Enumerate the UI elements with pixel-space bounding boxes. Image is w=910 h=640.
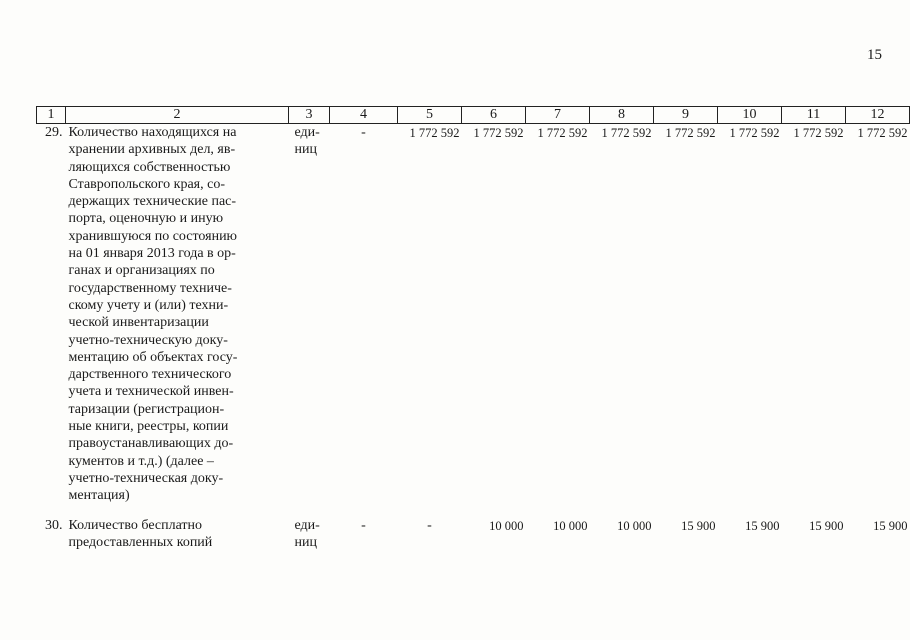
unit-line: еди-: [294, 125, 320, 140]
value-cell: 1 772 592: [793, 126, 844, 140]
value-cell: 10 000: [489, 518, 524, 533]
column-header: 7: [526, 107, 590, 124]
description-line: ные книги, реестры, копии: [68, 419, 229, 435]
value-cell: 15 900: [809, 518, 844, 533]
description-line: предоставленных копий: [68, 534, 213, 550]
description-line: ментация): [68, 488, 130, 504]
row-description: [66, 505, 289, 552]
description-line: на 01 января 2013 года в ор-: [68, 246, 236, 262]
value-cell: 1 772 592: [537, 126, 588, 140]
column-header: 1: [37, 107, 66, 124]
table-row: [37, 124, 910, 505]
value-cell: 1 772 592: [857, 126, 908, 140]
column-header: 2: [66, 107, 289, 124]
value-cell: 1 772 592: [729, 126, 780, 140]
column-header: 8: [590, 107, 654, 124]
value-cell: -: [427, 517, 432, 533]
value-cell: 1 772 592: [473, 126, 524, 140]
description-line: скому учету и (или) техни-: [68, 297, 229, 313]
unit-line: ниц: [294, 534, 317, 550]
value-cell: 10 000: [617, 518, 652, 533]
table-row: [37, 505, 910, 552]
value-cell: 1 772 592: [665, 126, 716, 140]
unit-cell: [289, 505, 330, 552]
description-line: Количество бесплатно: [68, 517, 203, 533]
column-header: 4: [330, 107, 398, 124]
description-line: ческой инвентаризации: [68, 315, 209, 331]
description-line: ментацию об объектах госу-: [68, 349, 238, 365]
description-line: порта, оценочную и иную: [68, 211, 224, 227]
column-header: 9: [654, 107, 718, 124]
column-header: 3: [289, 107, 330, 124]
unit-line: еди-: [294, 517, 320, 533]
value-cell: 15 900: [681, 518, 716, 533]
value-cell: 1 772 592: [409, 126, 460, 140]
value-cell: 10 000: [553, 518, 588, 533]
description-line: таризации (регистрацион-: [68, 401, 225, 417]
description-line: государственному техниче-: [68, 280, 232, 296]
column-number-header-row: [37, 107, 910, 124]
description-line: хранившуюся по состоянию: [68, 228, 238, 244]
column-header: 5: [398, 107, 462, 124]
row-number: 30.: [45, 517, 63, 533]
description-line: Количество находящихся на: [68, 125, 237, 140]
column-header: 12: [846, 107, 910, 124]
description-line: ганах и организациях по: [68, 263, 215, 279]
description-line: дарственного технического: [68, 367, 232, 383]
description-line: кументов и т.д.) (далее –: [68, 453, 214, 469]
row-description: [66, 124, 289, 505]
row-number: 29.: [45, 125, 63, 140]
value-cell: 1 772 592: [601, 126, 652, 140]
page-number: 15: [867, 47, 882, 63]
description-line: правоустанавливающих до-: [68, 436, 234, 452]
unit-cell: [289, 124, 330, 505]
unit-line: ниц: [294, 142, 317, 158]
column-header: 11: [782, 107, 846, 124]
column-header: 6: [462, 107, 526, 124]
description-line: учетно-техническую доку-: [68, 332, 228, 348]
value-cell: -: [361, 517, 366, 533]
description-line: держащих технические пас-: [68, 194, 237, 210]
description-line: ляющихся собственностью: [68, 159, 231, 175]
column-header: 10: [718, 107, 782, 124]
description-line: Ставропольского края, со-: [68, 176, 225, 192]
value-cell: -: [361, 125, 366, 140]
description-line: хранении архивных дел, яв-: [68, 142, 236, 158]
value-cell: 15 900: [873, 518, 908, 533]
value-cell: 15 900: [745, 518, 780, 533]
description-line: учета и технической инвен-: [68, 384, 234, 400]
description-line: учетно-техническая доку-: [68, 470, 224, 486]
data-table: [36, 106, 910, 551]
